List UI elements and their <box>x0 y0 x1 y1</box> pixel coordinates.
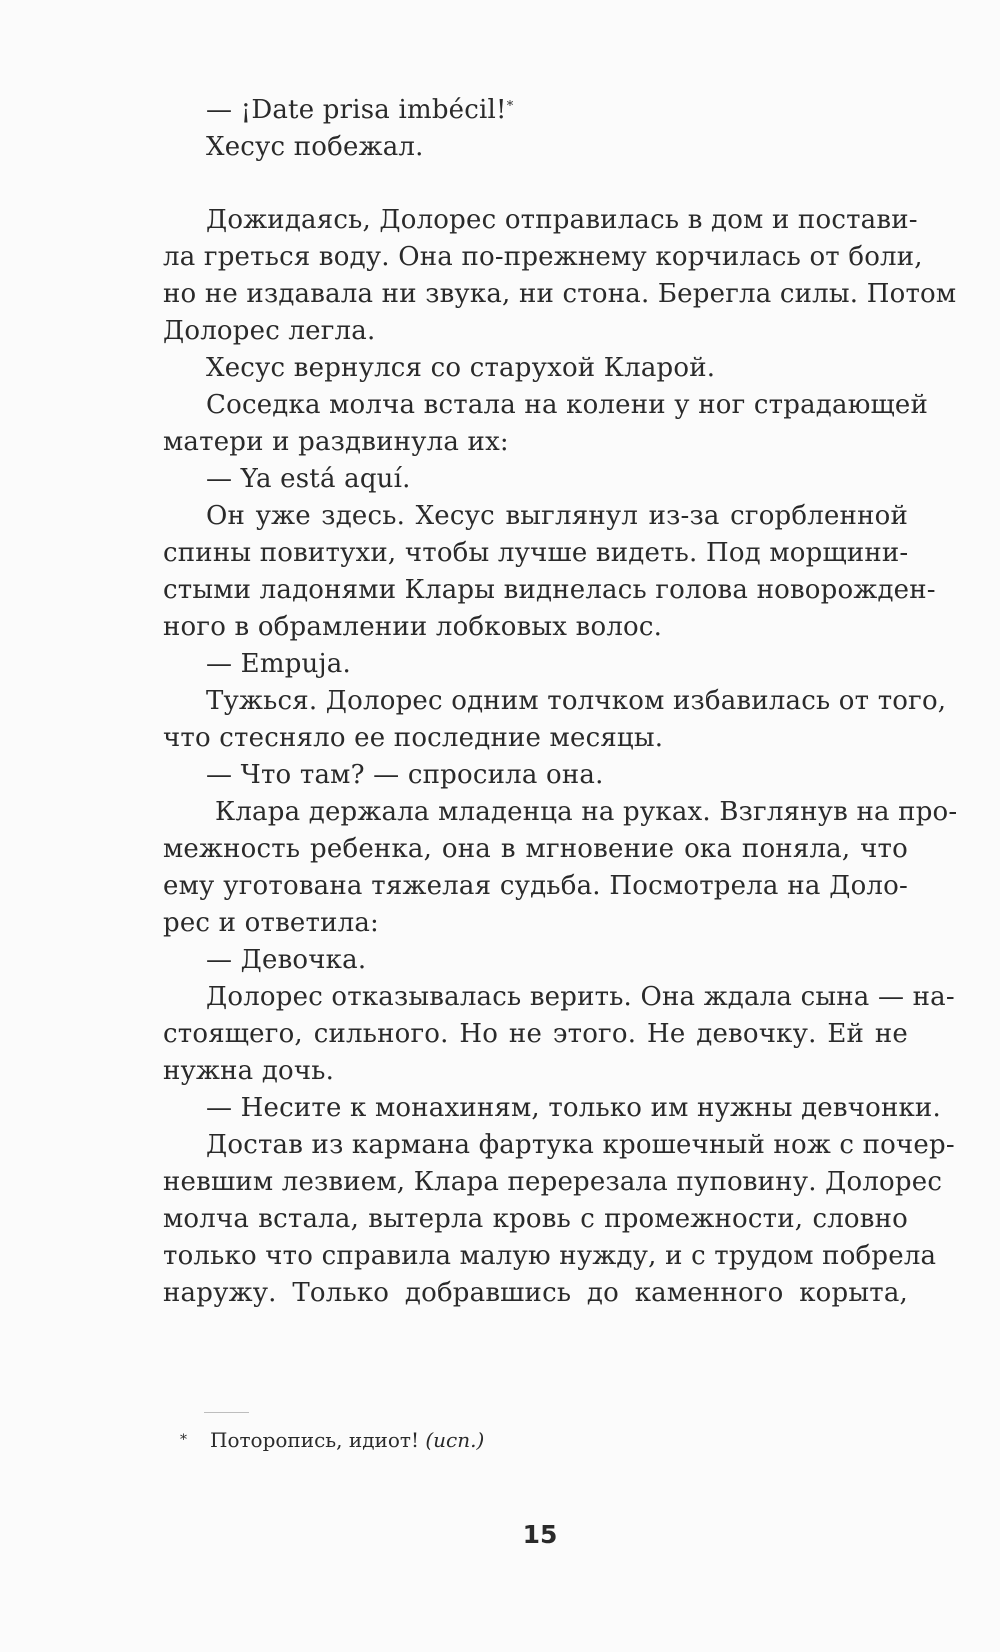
text-line <box>163 202 918 239</box>
text-line <box>163 868 908 905</box>
footnote-marker: * <box>180 1432 187 1448</box>
text-line-content: межность ребенка, она в мгновение ока поняла, что <box>163 834 908 864</box>
text-line-content: что стесняло ее последние месяцы. <box>163 723 664 753</box>
text-line-content: Он уже здесь. Хесус выглянул из-за сгорбленной <box>206 501 908 531</box>
text-line <box>163 350 908 387</box>
text-line <box>163 609 908 646</box>
text-line <box>163 942 908 979</box>
text-line <box>163 535 908 572</box>
text-line <box>163 1275 908 1312</box>
text-line <box>163 794 958 831</box>
text-line-content: рес и ответила: <box>163 908 380 938</box>
text-line <box>163 979 955 1016</box>
text-line-content: Долорес легла. <box>163 316 376 346</box>
text-line <box>163 683 947 720</box>
text-line <box>163 1127 955 1164</box>
text-line <box>163 1238 937 1275</box>
text-line <box>163 461 908 498</box>
text-line <box>163 572 936 609</box>
footnote <box>180 1426 484 1454</box>
text-line-content: — Ya está aquí. <box>206 464 411 494</box>
text-line-content: — Несите к монахиням, только им нужны девчонки. <box>206 1093 941 1123</box>
text-line <box>163 313 908 350</box>
text-line-content: Хесус побежал. <box>206 132 424 162</box>
text-line <box>163 720 908 757</box>
text-line <box>163 1201 908 1238</box>
text-line <box>163 92 908 129</box>
text-line-content: Долорес отказывалась верить. Она ждала сына — на- <box>206 982 955 1012</box>
text-line-content: Клара держала младенца на руках. Взглянув на про- <box>215 797 958 827</box>
footnote-reference: * <box>506 99 514 114</box>
text-line-content: ла греться воду. Она по-прежнему корчилась от боли, <box>163 242 923 272</box>
text-line <box>163 387 929 424</box>
text-line <box>163 831 908 868</box>
text-line-content: нужна дочь. <box>163 1056 335 1086</box>
text-line-content: ему уготована тяжелая судьба. Посмотрела на Доло- <box>163 871 908 901</box>
text-line <box>163 1053 908 1090</box>
text-line <box>163 646 908 683</box>
text-line-content: — Что там? — спросила она. <box>206 760 604 790</box>
text-line-content: матери и раздвинула их: <box>163 427 509 457</box>
text-line-content: — Девочка. <box>206 945 367 975</box>
text-line-content: молча встала, вытерла кровь с промежности, словно <box>163 1204 908 1234</box>
text-line-content: только что справила малую нужду, и с трудом побрела <box>163 1241 937 1271</box>
text-line <box>163 129 908 166</box>
text-line <box>163 239 923 276</box>
text-line-content: Дожидаясь, Долорес отправилась в дом и постави- <box>206 205 918 235</box>
text-line <box>163 276 957 313</box>
page-number: 15 <box>522 1520 558 1549</box>
text-line-content: Достав из кармана фартука крошечный нож с почер- <box>206 1130 955 1160</box>
body-text <box>163 92 958 1312</box>
footnote-language-abbr: (исп.) <box>425 1428 485 1452</box>
footnote-divider <box>204 1412 249 1413</box>
text-line-content: наружу. Только добравшись до каменного корыта, <box>163 1278 908 1308</box>
text-line <box>163 1090 941 1127</box>
footnote-text: Поторопись, идиот! <box>210 1428 420 1452</box>
text-line-content: Хесус вернулся со старухой Кларой. <box>206 353 716 383</box>
paragraph-gap <box>163 166 908 202</box>
text-line <box>163 905 908 942</box>
text-line-content: Соседка молча встала на колени у ног страдающей <box>206 390 929 420</box>
text-line-content: стоящего, сильного. Но не этого. Не девочку. Ей не <box>163 1019 908 1049</box>
text-line <box>163 424 908 461</box>
text-line-content: ного в обрамлении лобковых волос. <box>163 612 663 642</box>
text-line-content: но не издавала ни звука, ни стона. Берегла силы. Потом <box>163 279 957 309</box>
text-line <box>163 1164 943 1201</box>
text-line-content: — Empuja. <box>206 649 351 679</box>
text-line-content: спины повитухи, чтобы лучше видеть. Под морщини- <box>163 538 909 568</box>
text-line-content: стыми ладонями Клары виднелась голова новорожден- <box>163 575 936 605</box>
text-line <box>163 1016 908 1053</box>
text-line-content: Тужься. Долорес одним толчком избавилась от того, <box>206 686 947 716</box>
text-line-content: — ¡Date prisa imbécil! <box>206 95 507 125</box>
text-line <box>163 757 908 794</box>
text-line-content: невшим лезвием, Клара перерезала пуповину. Долорес <box>163 1167 943 1197</box>
text-line <box>163 498 908 535</box>
